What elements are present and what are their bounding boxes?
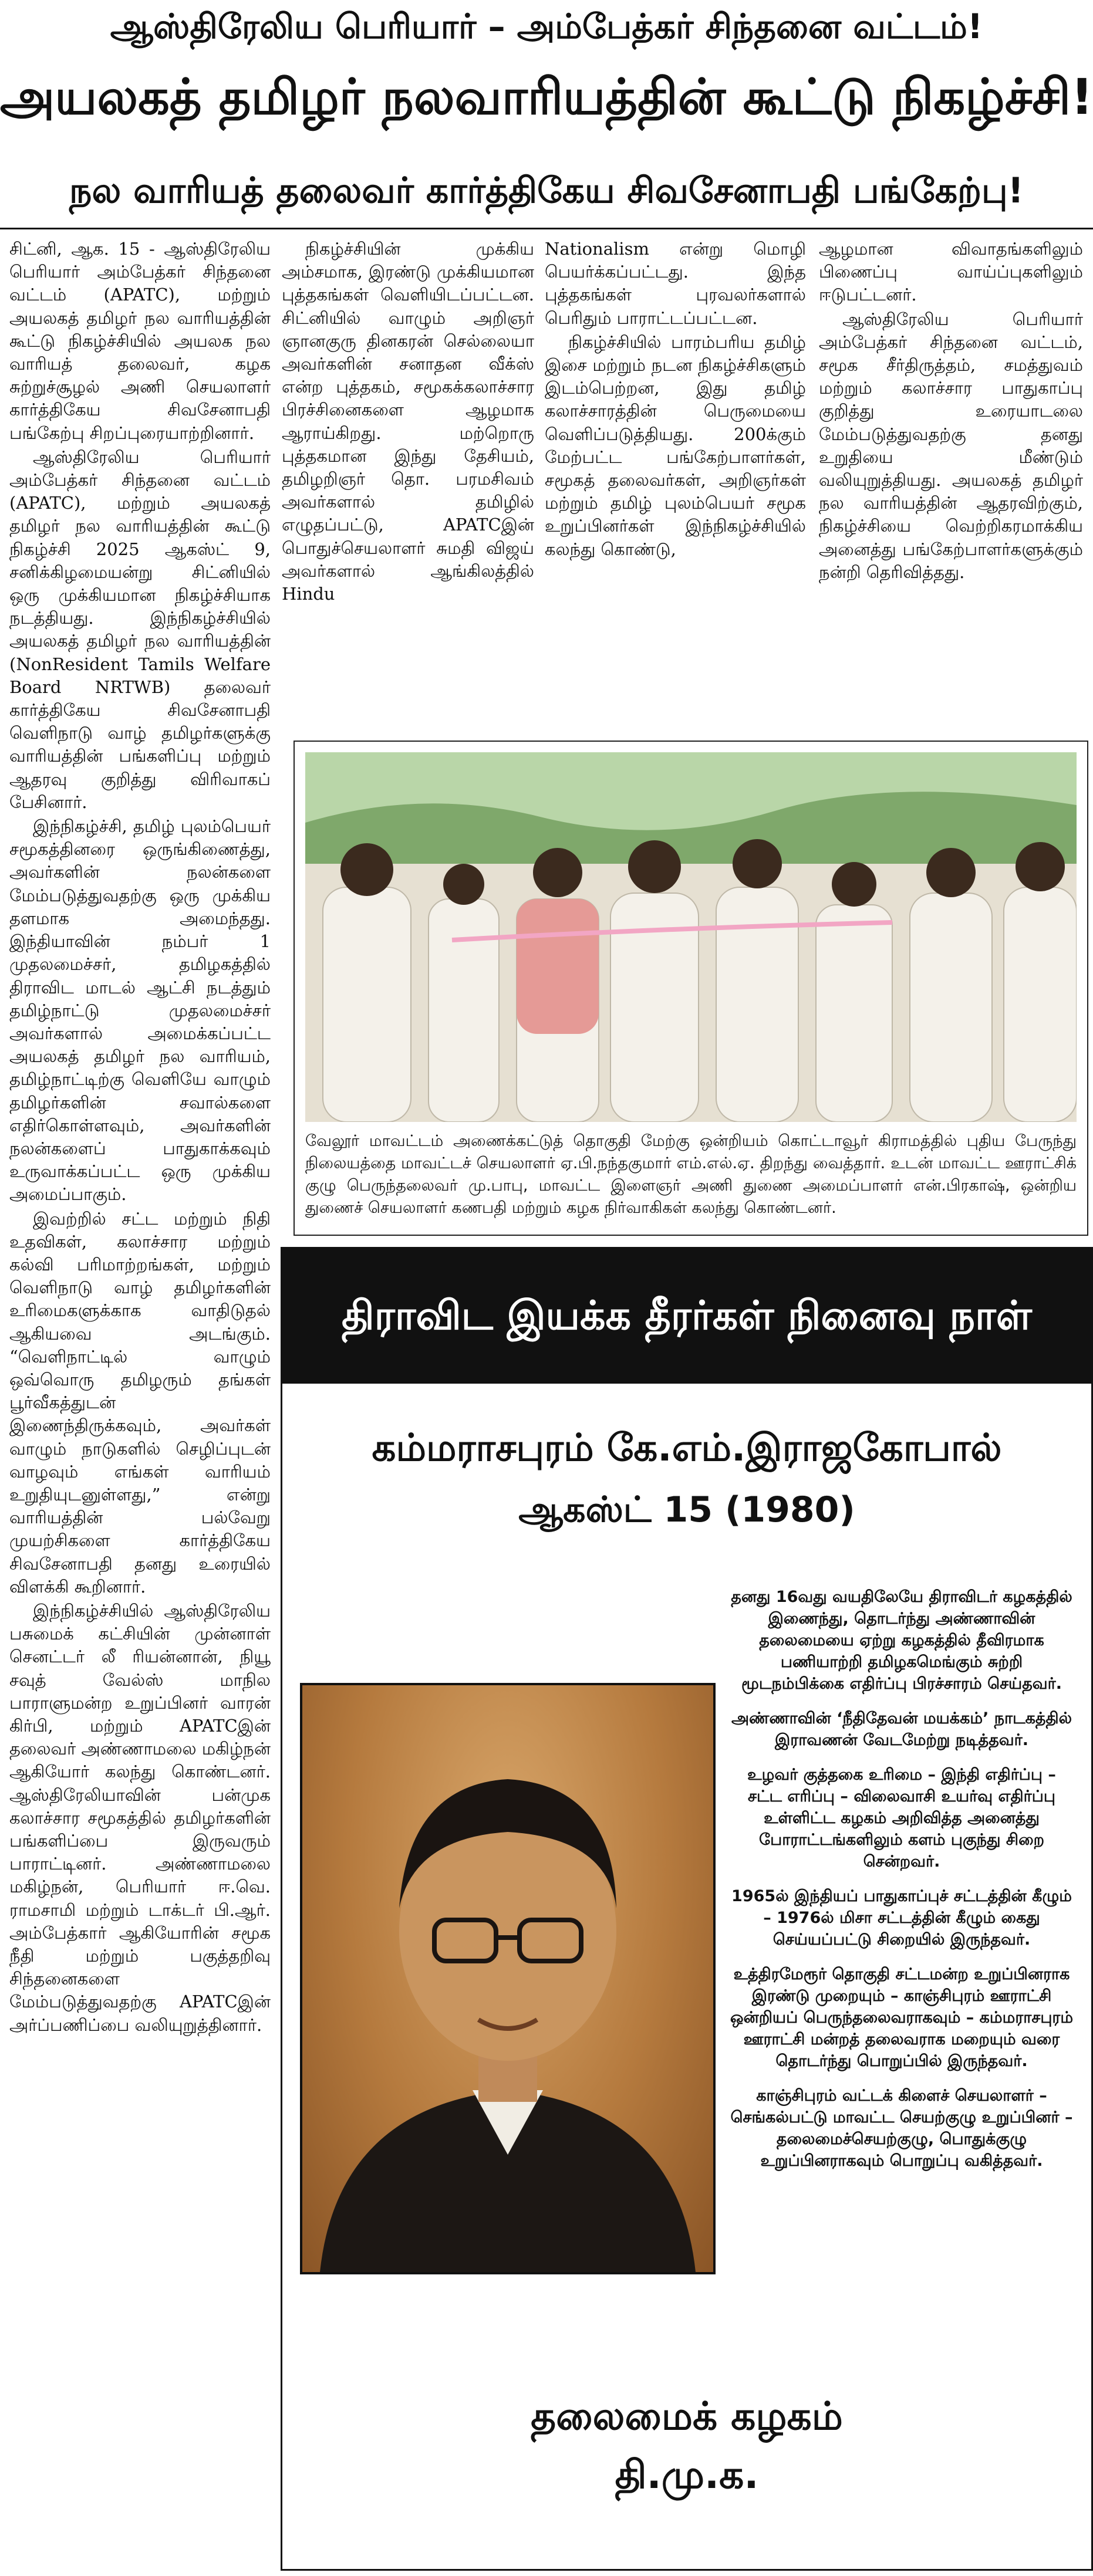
portrait-photo <box>300 1683 716 2274</box>
memorial-banner: திராவிட இயக்க தீரர்கள் நினைவு நாள் <box>282 1249 1091 1384</box>
paragraph: நிகழ்ச்சியின் முக்கிய அம்சமாக, இரண்டு முக்கியமான புத்தகங்கள் வெளியிடப்பட்டன. சிட்னியில் வாழும் அறிஞர் ஞானகுரு தினகரன் செல்லையா அவர்களின் சனாதன வீக்ஸ் என்ற புத்தகம், சமூகக்கலாச்சார பிரச்சினைகளை ஆழமாக ஆராய்கிறது. மற்றொரு புத்தகமான இந்து தேசியம், தமிழறிஞர் தொ. பரமசிவம் அவர்களால் தமிழில் எழுதப்பட்டு, APATCஇன் பொதுச்செயலாளர் சுமதி விஜய் அவர்களால் ஆங்கிலத்தில் Hindu <box>282 239 534 604</box>
signature-org: தலைமைக் கழகம் <box>531 2394 843 2439</box>
header-rule <box>0 228 1093 229</box>
paragraph: ஆழமான விவாதங்களிலும் பிணைப்பு வாய்ப்புகளிலும் ஈடுபட்டனர். <box>819 239 1083 305</box>
subhead: நல வாரியத் தலைவர் கார்த்திகேய சிவசேனாபதி பங்கேற்பு! <box>69 170 1024 211</box>
article-column-3 <box>545 238 806 728</box>
photo-caption: வேலூர் மாவட்டம் அணைக்கட்டுத் தொகுதி மேற்கு ஒன்றியம் கொட்டாவூர் கிராமத்தில் புதிய பேருந்து நிலையத்தை மாவட்டச் செயலாளர் ஏ.பி.நந்தகுமார் எம்.எல்.ஏ. திறந்து வைத்தார். உடன் மாவட்ட ஊராட்சிக் குழு பெருந்தலைவர் மு.பாபு, மாவட்ட இளைஞர் அணி துணை அமைப்பாளர் என்.பிரகாஷ், ஒன்றிய துணைச் செயலாளர் கணபதி மற்றும் கழக நிர்வாகிகள் கலந்து கொண்டனர். <box>305 1132 1077 1217</box>
kicker: ஆஸ்திரேலிய பெரியார் – அம்பேத்கர் சிந்தனை வட்டம்! <box>110 6 983 46</box>
paragraph: சிட்னி, ஆக. 15 - ஆஸ்திரேலிய பெரியார் அம்பேத்கர் சிந்தனை வட்டம் (APATC), மற்றும் அயலகத் தமிழர் நல வாரியத்தின் கூட்டு நிகழ்ச்சியில் அயலக நல வாரியத் தலைவர், கழக சுற்றுச்சூழல் அணி செயலாளர் கார்த்திகேய சிவசேனாபதி பங்கேற்பு சிறப்புரையாற்றினார். <box>9 239 271 443</box>
memorial-bio <box>728 1586 1075 2185</box>
paragraph: இந்நிகழ்ச்சி, தமிழ் புலம்பெயர் சமூகத்தினரை ஒருங்கிணைத்து, அவர்களின் நலன்களை மேம்படுத்துவதற்கு ஒரு முக்கிய தளமாக அமைந்தது. இந்தியாவின் நம்பர் 1 முதலமைச்சர், தமிழகத்தில் திராவிட மாடல் ஆட்சி நடத்தும் தமிழ்நாட்டு முதலமைச்சர் அவர்களால் அமைக்கப்பட்ட அயலகத் தமிழர் நல வாரியம், தமிழ்நாட்டிற்கு வெளியே வாழும் தமிழர்களின் சவால்களை எதிர்கொள்ளவும், அவர்களின் நலன்களைப் பாதுகாக்கவும் உருவாக்கப்பட்ட ஒரு முக்கிய அமைப்பாகும். <box>9 816 271 1205</box>
bio-paragraph: உத்திரமேரூர் தொகுதி சட்டமன்ற உறுப்பினராக இரண்டு முறையும் – காஞ்சிபுரம் ஊராட்சி ஒன்றியப் பெருந்தலைவராகவும் – கம்மராசபுரம் ஊராட்சி மன்றத் தலைவராக மறையும் வரை தொடர்ந்து பொறுப்பில் இருந்தவர். <box>730 1965 1074 2070</box>
memorial-notice <box>281 1247 1093 2571</box>
bio-paragraph: அண்ணாவின் ‘நீதிதேவன் மயக்கம்’ நாடகத்தில் இராவணன் வேடமேற்று நடித்தவர். <box>731 1709 1072 1749</box>
memorial-date: ஆகஸ்ட் 15 (1980) <box>518 1489 855 1530</box>
paragraph: இந்நிகழ்ச்சியில் ஆஸ்திரேலிய பசுமைக் கட்சியின் முன்னாள் செனட்டர் லீ ரியன்னான், நியூ சவுத் வேல்ஸ் மாநில பாராளுமன்ற உறுப்பினர் வாரன் கிர்பி, மற்றும் APATCஇன் தலைவர் அண்ணாமலை மகிழ்நன் ஆகியோர் கலந்து கொண்டனர். ஆஸ்திரேலியாவின் பன்முக கலாச்சார சமூகத்தில் தமிழர்களின் பங்களிப்பை இருவரும் பாராட்டினர். அண்ணாமலை மகிழ்நன், பெரியார் ஈ.வெ. ராமசாமி மற்றும் டாக்டர் பி.ஆர். அம்பேத்கார் ஆகியோரின் சமூக நீதி மற்றும் பகுத்தறிவு சிந்தனைகளை மேம்படுத்துவதற்கு APATCஇன் அர்ப்பணிப்பை வலியுறுத்தினார். <box>9 1600 271 2035</box>
inauguration-photo <box>305 752 1077 1122</box>
article-column-1 <box>9 238 271 2573</box>
article-column-4 <box>819 238 1083 728</box>
headline: அயலகத் தமிழர் நலவாரியத்தின் கூட்டு நிகழ்ச்சி! <box>0 68 1093 126</box>
bio-paragraph: காஞ்சிபுரம் வட்டக் கிளைச் செயலாளர் – செங்கல்பட்டு மாவட்ட செயற்குழு உறுப்பினர் – தலைமைச்செயற்குழு, பொதுக்குழு உறுப்பினராகவும் பொறுப்பு வகித்தவர். <box>730 2087 1073 2170</box>
memorial-name: கம்மராசபுரம் கே.எம்.இராஜகோபால் <box>372 1426 1002 1470</box>
paragraph: நிகழ்ச்சியில் பாரம்பரிய தமிழ் இசை மற்றும் நடன நிகழ்ச்சிகளும் இடம்பெற்றன, இது தமிழ் கலாச்சாரத்தின் பெருமையை வெளிப்படுத்தியது. 200க்கும் மேற்பட்ட பங்கேற்பாளர்கள், சமூகத் தலைவர்கள், அறிஞர்கள் மற்றும் தமிழ் புலம்பெயர் சமூக உறுப்பினர்கள் இந்நிகழ்ச்சியில் கலந்து கொண்டு, <box>545 332 806 559</box>
bio-paragraph: தனது 16வது வயதிலேயே திராவிடர் கழகத்தில் இணைந்து, தொடர்ந்து அண்ணாவின் தலைமையை ஏற்று கழகத்தில் தீவிரமாக பணியாற்றி தமிழகமெங்கும் சுற்றி மூடநம்பிக்கை எதிர்ப்பு பிரச்சாரம் செய்தவர். <box>731 1588 1072 1693</box>
memorial-signature <box>282 2387 1091 2504</box>
article-column-2 <box>282 238 534 728</box>
paragraph: இவற்றில் சட்ட மற்றும் நிதி உதவிகள், கலாச்சார மற்றும் கல்வி பரிமாற்றங்கள், மற்றும் வெளிநாடு வாழ் தமிழர்களின் உரிமைகளுக்காக வாதிடுதல் ஆகியவை அடங்கும். “வெளிநாட்டில் வாழும் ஒவ்வொரு தமிழரும் தங்கள் பூர்வீகத்துடன் இணைந்திருக்கவும், அவர்கள் வாழும் நாடுகளில் செழிப்புடன் வாழவும் எங்கள் வாரியம் உறுதியுடனுள்ளது,” என்று வாரியத்தின் பல்வேறு முயற்சிகளை கார்த்திகேய சிவசேனாபதி தனது உரையில் விளக்கி கூறினார். <box>9 1208 271 1597</box>
paragraph: Nationalism என்று மொழி பெயர்க்கப்பட்டது. இந்த புத்தகங்கள் புரவலர்களால் பெரிதும் பாராட்டப்பட்டன. <box>545 239 806 328</box>
paragraph: ஆஸ்திரேலிய பெரியார் அம்பேத்கர் சிந்தனை வட்டம் (APATC), மற்றும் அயலகத் தமிழர் நல வாரியத்தின் கூட்டு நிகழ்ச்சி 2025 ஆகஸ்ட் 9, சனிக்கிழமையன்று சிட்னியில் ஒரு முக்கியமான நிகழ்ச்சியாக நடத்தியது. இந்நிகழ்ச்சியில் அயலகத் தமிழர் நல வாரியத்தின் (NonResident Tamils Welfare Board NRTWB) தலைவர் கார்த்திகேய சிவசேனாபதி வெளிநாடு வாழ் தமிழர்களுக்கு வாரியத்தின் பங்களிப்பு மற்றும் ஆதரவு குறித்து விரிவாகப் பேசினார். <box>9 447 271 812</box>
bio-paragraph: 1965ல் இந்தியப் பாதுகாப்புச் சட்டத்தின் கீழும் – 1976ல் மிசா சட்டத்தின் கீழும் கைது செய்யப்பட்டு சிறையில் இருந்தவர். <box>731 1887 1072 1949</box>
paragraph: ஆஸ்திரேலிய பெரியார் அம்பேத்கர் சிந்தனை வட்டம், சமூக சீர்திருத்தம், சமத்துவம் மற்றும் கலாச்சார பாதுகாப்பு குறித்து உரையாடலை மேம்படுத்துவதற்கு தனது உறுதியை மீண்டும் வலியுறுத்தியது. அயலகத் தமிழர் நல வாரியத்தின் ஆதரவிற்கும், நிகழ்ச்சியை வெற்றிகரமாக்கிய அனைத்து பங்கேற்பாளர்களுக்கும் நன்றி தெரிவித்தது. <box>819 309 1083 582</box>
bio-paragraph: உழவர் குத்தகை உரிமை – இந்தி எதிர்ப்பு – சட்ட எரிப்பு – விலைவாசி உயர்வு எதிர்ப்பு உள்ளிட்ட கழகம் அறிவித்த அனைத்து போராட்டங்களிலும் களம் புகுந்து சிறை சென்றவர். <box>747 1766 1056 1871</box>
news-photo-box <box>294 741 1088 1236</box>
signature-party: தி.மு.க. <box>615 2452 759 2497</box>
